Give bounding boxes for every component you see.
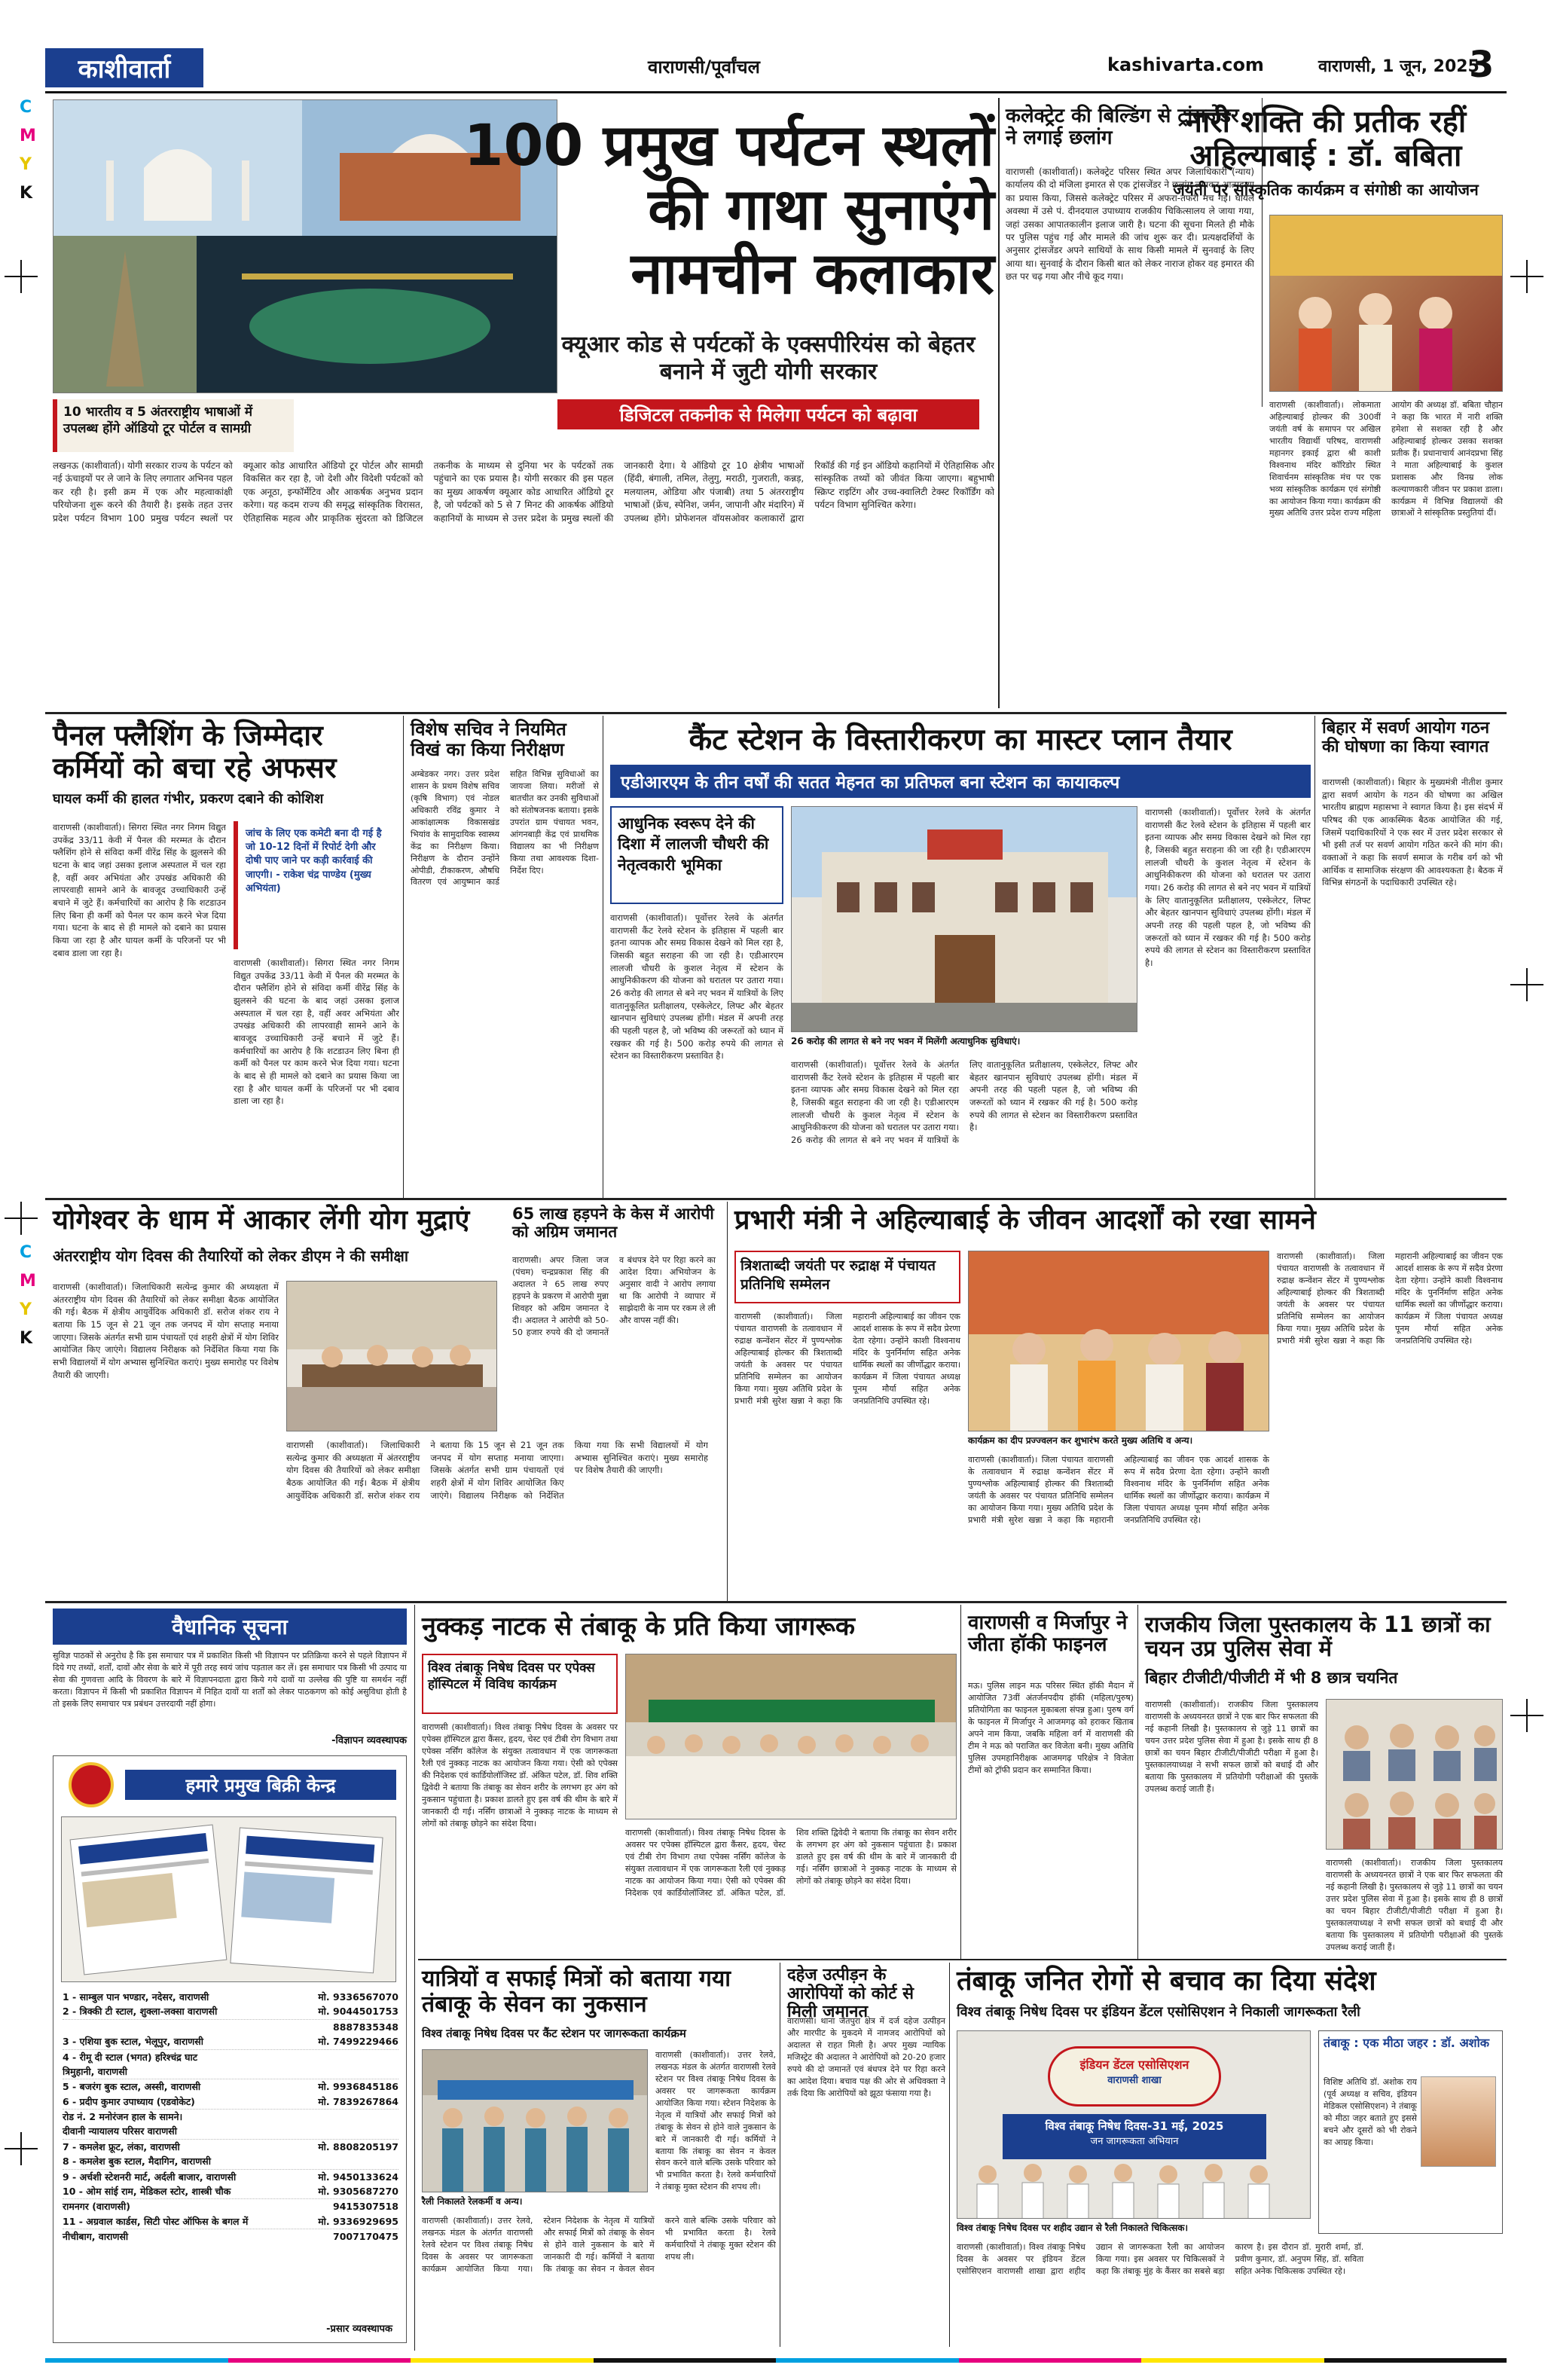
dental-poster [1003, 2114, 1266, 2159]
sales-item-mobile: मो. 7499229466 [318, 2036, 398, 2048]
sales-item-name: रामनगर (वाराणसी) [63, 2201, 130, 2213]
yoga-meeting-art [287, 1282, 497, 1431]
dental-body: वाराणसी (काशीवार्ता)। विश्व तंबाकू निषेध दिवस के अवसर पर इंडियन डेंटल एसोसिएशन वाराणसी शाखा द्वारा शहीद उद्यान से जागरूकता रैली का आयोजन किया गया। इस अवसर पर चिकित्सकों ने कहा कि तंबाकू मुंह के कैंसर का सबसे बड़ा कारण है। इस दौरान डॉ. मुरारी शर्मा, डॉ. प्रवीण कुमार, डॉ. अनुपम सिंह, डॉ. सविता सहित अनेक चिकित्सक उपस्थित रहे। [957, 2242, 1364, 2276]
sales-list-item [63, 2020, 398, 2034]
sales-list-item [63, 2004, 398, 2019]
sanitation-body-lower: वाराणसी (काशीवार्ता)। उत्तर रेलवे, लखनऊ मंडल के अंतर्गत वाराणसी रेलवे स्टेशन पर विश्व तंबाकू निषेध दिवस के अवसर पर जागरूकता कार्यक्रम आयोजित किया गया। स्टेशन निदेशक के नेतृत्व में यात्रियों और सफाई मित्रों को तंबाकू के सेवन से होने वाले नुकसान के बारे में जानकारी दी गई। कर्मियों ने बताया कि तंबाकू का सेवन न केवल सेवन करने वाले बल्कि उसके परिवार को भी प्रभावित करता है। रेलवे कर्मचारियों ने तंबाकू मुक्त स्टेशन की शपथ ली। [422, 2216, 776, 2274]
street-rally-art [626, 1654, 957, 1819]
dental-photo-caption: विश्व तंबाकू निषेध दिवस पर शहीद उद्यान से रैली निकालते चिकित्सक। [957, 2223, 1189, 2233]
sales-item-name: 5 - बजरंग बुक स्टाल, अस्सी, वाराणसी [63, 2081, 201, 2093]
library-headline: राजकीय जिला पुस्तकालय के 11 छात्रों का चयन उप्र पुलिस सेवा में [1145, 1612, 1491, 1662]
yoga-body-lower: वाराणसी (काशीवार्ता)। जिलाधिकारी सत्येन्द्र कुमार की अध्यक्षता में अंतरराष्ट्रीय योग दिवस की तैयारियों को लेकर समीक्षा बैठक आयोजित की गई। बैठक में क्षेत्रीय आयुर्वेदिक अधिकारी डॉ. सरोज शंकर राय ने बताया कि 15 जून से 21 जून तक जनपद में योग सप्ताह मनाया जाएगा। जिसके अंतर्गत सभी ग्राम पंचायतों एवं शहरी क्षेत्रों में योग शिविर आयोजित किए जाएंगे। विद्यालय निरीक्षक को निर्देशित किया गया कि सभी विद्यालयों में योग अभ्यास सुनिश्चित कराएं। मुख्य समारोह पर विशेष तैयारी की जाएगी। [286, 1440, 708, 1501]
sales-item-name: रोड नं. 2 मनोरंजन हाल के सामने। [63, 2111, 183, 2122]
site-url[interactable]: kashivarta.com [1107, 54, 1264, 75]
ahilya-body-lower: वाराणसी (काशीवार्ता)। जिला पंचायत वाराणसी के तत्वावधान में रुद्राक्ष कन्वेंशन सेंटर में पुण्यश्लोक अहिल्याबाई होल्कर की त्रिशताब्दी जयंती के अवसर पर पंचायत प्रतिनिधि सम्मेलन का आयोजन किया गया। मुख्य अतिथि प्रदेश के प्रभारी मंत्री सुरेश खन्ना ने कहा कि महारानी अहिल्याबाई का जीवन एक आदर्श शासक के रूप में सदैव प्रेरणा देता रहेगा। उन्होंने काशी विश्वनाथ मंदिर के पुनर्निर्माण सहित अनेक धार्मिक स्थलों का जीर्णोद्धार कराया। कार्यक्रम में जिला पंचायत अध्यक्ष पूनम मौर्या सहित अनेक जनप्रतिनिधि उपस्थित रहे। [968, 1455, 1269, 1525]
hdfc-headline: 65 लाख हड़पने के केस में आरोपी को अग्रिम जमानत [512, 1205, 714, 1241]
panel-headline: पैनल फ्लैशिंग के जिम्मेदार कर्मियों को बचा रहे अफसर [53, 719, 337, 784]
panel-body: वाराणसी (काशीवार्ता)। सिगरा स्थित नगर निगम विद्युत उपकेंद्र 33/11 केवी में पैनल की मरम्मत के दौरान फ्लैशिंग होने से संविदा कर्मी वीरेंद्र सिंह के झुलसने की घटना के बाद जहां उसका इलाज अस्पताल में चल रहा है, वहीं अवर अभियंता और उपखंड अधिकारी की लापरवाही सामने आने के बावजूद उच्चाधिकारी उन्हें बचाने में जुटे हैं। कर्मचारियों का आरोप है कि शटडाउन लिए बिना ही कर्मी को पैनल पर काम करने भेज दिया गया। घटना के बाद से ही मामले को दबाने का प्रयास किया जा रहा है और घायल कर्मी के परिजनों पर भी दबाव डाला जा रहा है। [53, 822, 226, 958]
yoga-headline: योगेश्वर के धाम में आकार लेंगी योग मुद्राएं [53, 1205, 470, 1236]
panel-subheadline: घायल कर्मी की हालत गंभीर, प्रकरण दबाने की कोशिश [53, 791, 324, 807]
sales-item-name: 7 - कमलेश फ्रूट, लंका, वाराणसी [63, 2140, 180, 2152]
ahilya-body-right: वाराणसी (काशीवार्ता)। जिला पंचायत वाराणसी के तत्वावधान में रुद्राक्ष कन्वेंशन सेंटर में पुण्यश्लोक अहिल्याबाई होल्कर की त्रिशताब्दी जयंती के अवसर पर पंचायत प्रतिनिधि सम्मेलन का आयोजन किया गया। मुख्य अतिथि प्रदेश के प्रभारी मंत्री सुरेश खन्ना ने कहा कि महारानी अहिल्याबाई का जीवन एक आदर्श शासक के रूप में सदैव प्रेरणा देता रहेगा। उन्होंने काशी विश्वनाथ मंदिर के पुनर्निर्माण सहित अनेक धार्मिक स्थलों का जीर्णोद्धार कराया। कार्यक्रम में जिला पंचायत अध्यक्ष पूनम मौर्या सहित अनेक जनप्रतिनिधि उपस्थित रहे। [1277, 1251, 1503, 1346]
ahilya-headline: प्रभारी मंत्री ने अहिल्याबाई के जीवन आदर्शों को रखा सामने [734, 1205, 1316, 1236]
dental-banner-subtitle: वाराणसी शाखा [1107, 2075, 1162, 2086]
sales-item-name: 9 - अर्चशी स्टेशनरी मार्ट, अर्दली बाजार, वाराणसी [63, 2171, 237, 2183]
hockey-headline: वाराणसी व मिर्जापुर ने जीता हॉकी फाइनल [968, 1612, 1128, 1657]
registration-cross [5, 260, 38, 293]
registration-cross [5, 1202, 38, 1235]
street-headline: नुक्कड़ नाटक से तंबाकू के प्रति किया जागरूक [422, 1612, 855, 1642]
author-portrait [1421, 2076, 1496, 2167]
tourism-headline [422, 113, 994, 305]
cantt-station-art [792, 807, 1137, 1032]
sales-title: हमारे प्रमुख बिक्री केन्द्र [125, 1770, 396, 1800]
dental-poster-subtitle: जन जागरूकता अभियान [1090, 2136, 1179, 2147]
sales-item-mobile: मो. 9305687270 [318, 2185, 398, 2197]
registration-cross [1510, 968, 1543, 1001]
tourism-headline-line2: की गाथा सुनाएंगे [648, 176, 994, 243]
sales-list [63, 1990, 398, 2244]
dental-crowd-art [957, 2163, 1311, 2219]
page-number: 3 [1469, 44, 1495, 86]
cantt-subheadline: एडीआरएम के तीन वर्षों की सतत मेहनत का प्रतिफल बना स्टेशन का कायाकल्प [610, 765, 1311, 798]
cantt-body-lower: वाराणसी (काशीवार्ता)। पूर्वोत्तर रेलवे के अंतर्गत वाराणसी कैंट रेलवे स्टेशन के इतिहास में पहली बार इतना व्यापक और समग्र विकास देखने को मिल रहा है, जिसकी बहुत सराहना की जा रही है। एडीआरएम लालजी चौधरी के कुशल नेतृत्व में स्टेशन के आधुनिकीकरण की योजना को धरातल पर उतारा गया। 26 करोड़ की लागत से बने नए भवन में यात्रियों के लिए वातानुकूलित प्रतीक्षालय, एस्केलेटर, लिफ्ट और बेहतर खानपान सुविधाएं उपलब्ध होंगी। मंडल में अपनी तरह की पहली पहल है, जो भविष्य की जरूरतों को ध्यान में रखकर की गई है। 500 करोड़ रुपये की लागत से स्टेशन का विस्तारीकरण प्रस्तावित है। [791, 1059, 1137, 1146]
sales-item-mobile: मो. 9044501753 [318, 2006, 398, 2018]
ahilya-photo-caption: कार्यक्रम का दीप प्रज्ज्वलन कर शुभारंभ करते मुख्य अतिथि व अन्य। [968, 1435, 1193, 1446]
sales-item-name: 4 - रीमू दी स्टाल (भगत) हरिश्चंद्र घाट [63, 2051, 198, 2063]
dental-rally-photo [957, 2030, 1311, 2219]
notice-signature: -विज्ञापन व्यवस्थापक [331, 1735, 407, 1746]
library-students-photo [1326, 1699, 1503, 1850]
sales-item-mobile: मो. 9936845186 [318, 2081, 398, 2093]
hockey-body: मऊ। पुलिस लाइन मऊ परिसर स्थित हॉकी मैदान में आयोजित 73वीं अंतर्जनपदीय हॉकी (महिला/पुरुष) प्रतियोगिता का फाइनल मुकाबला संपन्न हुआ। पुरुष वर्ग के फाइनल में मिर्जापुर ने आजमगढ़ को हराकर खिताब अपने नाम किया, जबकि महिला वर्ग में वाराणसी की टीम ने मऊ को पराजित कर विजेता बनी। मुख्य अतिथि पुलिस उपमहानिरीक्षक आजमगढ़ परिक्षेत्र ने विजेता टीमों को ट्रॉफी प्रदान कर सम्मानित किया। [968, 1681, 1134, 1775]
ahilya-body: वाराणसी (काशीवार्ता)। जिला पंचायत वाराणसी के तत्वावधान में रुद्राक्ष कन्वेंशन सेंटर में पुण्यश्लोक अहिल्याबाई होल्कर की त्रिशताब्दी जयंती के अवसर पर पंचायत प्रतिनिधि सम्मेलन का आयोजन किया गया। मुख्य अतिथि प्रदेश के प्रभारी मंत्री सुरेश खन्ना ने कहा कि महारानी अहिल्याबाई का जीवन एक आदर्श शासक के रूप में सदैव प्रेरणा देता रहेगा। उन्होंने काशी विश्वनाथ मंदिर के पुनर्निर्माण सहित अनेक धार्मिक स्थलों का जीर्णोद्धार कराया। कार्यक्रम में जिला पंचायत अध्यक्ष पूनम मौर्या सहित अनेक जनप्रतिनिधि उपस्थित रहे। [734, 1312, 960, 1406]
sales-list-item [63, 2110, 398, 2124]
sales-list-item [63, 2034, 398, 2049]
cantt-body: वाराणसी (काशीवार्ता)। पूर्वोत्तर रेलवे के अंतर्गत वाराणसी कैंट रेलवे स्टेशन के इतिहास में पहली बार इतना व्यापक और समग्र विकास देखने को मिल रहा है, जिसकी बहुत सराहना की जा रही है। एडीआरएम लालजी चौधरी के कुशल नेतृत्व में स्टेशन के आधुनिकीकरण की योजना को धरातल पर उतारा गया। 26 करोड़ की लागत से बने नए भवन में यात्रियों के लिए वातानुकूलित प्रतीक्षालय, एस्केलेटर, लिफ्ट और बेहतर खानपान सुविधाएं उपलब्ध होंगी। मंडल में अपनी तरह की पहली पहल है, जो भविष्य की जरूरतों को ध्यान में रखकर की गई है। 500 करोड़ रुपये की लागत से स्टेशन का विस्तारीकरण प्रस्तावित है। [610, 912, 783, 1062]
cmyk-c: C [20, 98, 32, 117]
sales-list-item [63, 2199, 398, 2213]
ahilya-pullquote: त्रिशताब्दी जयंती पर रुद्राक्ष में पंचायत प्रतिनिधि सम्मेलन [734, 1251, 960, 1303]
tourism-banner: डिजिटल तकनीक से मिलेगा पर्यटन को बढ़ावा [557, 399, 979, 429]
secretary-headline: विशेष सचिव ने नियमित विखं का किया निरीक्षण [411, 719, 566, 760]
bihar-body: वाराणसी (काशीवार्ता)। बिहार के मुख्यमंत्री नीतीश कुमार द्वारा सवर्ण आयोग के गठन की घोषणा का अखिल भारतीय ब्राह्मण महासभा ने स्वागत किया है। इस संदर्भ में परिषद की एक आकस्मिक बैठक आयोजित की गई, जिसमें पदाधिकारियों ने एक स्वर में उत्तर प्रदेश सरकार से भी इसी तर्ज पर सवर्ण आयोग गठित करने की मांग की। वक्ताओं ने कहा कि सवर्ण समाज के गरीब वर्ग को भी आर्थिक व सामाजिक संरक्षण की आवश्यकता है। बैठक में विभिन्न संगठनों के पदाधिकारी उपस्थित रहे। [1322, 777, 1503, 888]
ahilya-event-art [969, 1251, 1269, 1431]
sanitation-rally-photo [422, 2049, 648, 2192]
sales-list-item [63, 2170, 398, 2184]
cmyk-k: K [20, 184, 33, 203]
sales-item-name: 1 - साम्बुल पान भण्डार, नदेसर, वाराणसी [63, 1991, 209, 2003]
sanitation-body: वाराणसी (काशीवार्ता)। उत्तर रेलवे, लखनऊ मंडल के अंतर्गत वाराणसी रेलवे स्टेशन पर विश्व तंबाकू निषेध दिवस के अवसर पर जागरूकता कार्यक्रम आयोजित किया गया। स्टेशन निदेशक के नेतृत्व में यात्रियों और सफाई मित्रों को तंबाकू के सेवन से होने वाले नुकसान के बारे में जानकारी दी गई। कर्मियों ने बताया कि तंबाकू का सेवन न केवल सेवन करने वाले बल्कि उसके परिवार को भी प्रभावित करता है। रेलवे कर्मचारियों ने तंबाकू मुक्त स्टेशन की शपथ ली। [655, 2050, 776, 2192]
dowry-headline: दहेज उत्पीड़न के आरोपियों को कोर्ट से मिली जमानत [787, 1966, 914, 2022]
sales-item-name: 2 - त्रिक्की टी स्टाल, शुक्ला-लक्सा वाराणसी [63, 2006, 218, 2018]
sales-item-mobile: 7007170475 [333, 2231, 398, 2242]
section-label: वाराणसी/पूर्वांचल [648, 57, 760, 78]
cmyk-m: M [20, 127, 36, 145]
street-rally-photo [625, 1654, 957, 1819]
tourism-body: लखनऊ (काशीवार्ता)। योगी सरकार राज्य के पर्यटन को नई ऊंचाइयों पर ले जाने के लिए लगातार अभिनव पहल कर रही है। इसी क्रम में एक और महत्वाकांक्षी परियोजना शुरू करने की तैयारी है। इसके तहत उत्तर प्रदेश पर्यटन विभाग 100 प्रमुख पर्यटन स्थलों पर क्यूआर कोड आधारित ऑडियो टूर पोर्टल और सामग्री विकसित कर रहा है, जो देशी और विदेशी पर्यटकों को एक अनूठा, इन्फॉर्मेटिव और आकर्षक अनुभव प्रदान करेगा। यह कदम राज्य की समृद्ध सांस्कृतिक विरासत, ऐतिहासिक महत्व और प्राकृतिक सुंदरता को डिजिटल तकनीक के माध्यम से दुनिया भर के पर्यटकों तक पहुंचाने का एक प्रयास है। योगी सरकार की इस पहल का मुख्य आकर्षण क्यूआर कोड आधारित ऑडियो टूर है, जो पर्यटकों को 5 से 7 मिनट की आकर्षक ऑडियो कहानियों के माध्यम से उत्तर प्रदेश के प्रमुख स्थलों की जानकारी देगा। ये ऑडियो टूर 10 क्षेत्रीय भाषाओं (हिंदी, बंगाली, तमिल, तेलुगु, मराठी, गुजराती, कन्नड़, मलयालम, ओडिया और पंजाबी) तथा 5 अंतरराष्ट्रीय भाषाओं (फ्रेंच, स्पेनिश, जर्मन, जापानी और मंदारिन) में उपलब्ध होंगे। प्रोफेशनल वॉयसओवर कलाकारों द्वारा रिकॉर्ड की गई इन ऑडियो कहानियों में ऐतिहासिक और सांस्कृतिक तथ्यों को जीवंत किया जाएगा। बहुभाषी स्क्रिप्ट राइटिंग और उच्च-क्वालिटी टेक्स्ट रिकॉर्डिंग को पर्यटन विभाग सुनिश्चित करेगा। [53, 460, 994, 524]
sales-item-mobile: 8887835348 [333, 2021, 398, 2033]
sales-signature: -प्रसार व्यवस्थापक [326, 2323, 392, 2335]
sales-item-mobile: 9415307518 [333, 2201, 398, 2213]
cantt-pullquote: आधुनिक स्वरूप देने की दिशा में लालजी चौधरी की नेतृत्वकारी भूमिका [610, 806, 783, 904]
cantt-headline: कैंट स्टेशन के विस्तारीकरण का मास्टर प्लान तैयार [689, 723, 1232, 757]
panel-body-continued: वाराणसी (काशीवार्ता)। सिगरा स्थित नगर निगम विद्युत उपकेंद्र 33/11 केवी में पैनल की मरम्मत के दौरान फ्लैशिंग होने से संविदा कर्मी वीरेंद्र सिंह के झुलसने की घटना के बाद जहां उसका इलाज अस्पताल में चल रहा है, वहीं अवर अभियंता और उपखंड अधिकारी की लापरवाही सामने आने के बावजूद उच्चाधिकारी उन्हें बचाने में जुटे हैं। कर्मचारियों का आरोप है कि शटडाउन लिए बिना ही कर्मी को पैनल पर काम करने भेज दिया गया। घटना के बाद से ही मामले को दबाने का प्रयास किया जा रहा है और घायल कर्मी के परिजनों पर भी दबाव डाला जा रहा है। [234, 958, 399, 1107]
tourism-headline-line1: 100 प्रमुख पर्यटन स्थलों [463, 112, 994, 179]
sales-item-mobile: मो. 9336929695 [318, 2215, 398, 2227]
sanitation-photo-caption: रैली निकालते रेलकर्मी व अन्य। [422, 2196, 523, 2207]
sales-item-name: त्रिमुहानी, वाराणसी [63, 2065, 128, 2077]
newspaper-stack-image [61, 1816, 396, 1982]
sales-list-item [63, 2064, 398, 2079]
ahilya-event-photo [968, 1251, 1269, 1431]
sales-item-name: नीचीबाग, वाराणसी [63, 2231, 129, 2242]
sales-list-item [63, 2140, 398, 2154]
dental-banner-title: इंडियन डेंटल एसोसिएशन [1079, 2058, 1189, 2072]
sales-item-mobile: मो. 9450133624 [318, 2171, 398, 2183]
sales-item-name: दीवानी न्यायालय परिसर वाराणसी [63, 2125, 177, 2137]
sales-item-mobile: मो. 8808205197 [318, 2140, 398, 2152]
issue-date: वाराणसी, 1 जून, 2025 [1318, 57, 1479, 76]
cmyk-c-2: C [20, 1243, 32, 1262]
print-color-bar [45, 2358, 1507, 2363]
registration-cross [1510, 1699, 1543, 1732]
sales-emblem-icon [69, 1762, 114, 1807]
dental-subheadline: विश्व तंबाकू निषेध दिवस पर इंडियन डेंटल एसोसिएशन ने निकाली जागरूकता रैली [957, 2004, 1360, 2020]
dental-poem-bio: विशिष्ट अतिथि डॉ. अशोक राय (पूर्व अध्यक्ष व सचिव, इंडियन मेडिकल एसोसिएशन) ने तंबाकू को मीठा जहर बताते हुए इससे बचने और दूसरों को भी रोकने का आग्रह किया। [1324, 2077, 1417, 2147]
registration-cross [5, 2132, 38, 2165]
sales-item-name: 8 - कमलेश बुक स्टाल, मैदागिन, वाराणसी [63, 2155, 211, 2168]
sales-list-item [63, 1990, 398, 2004]
sales-list-item [63, 2154, 398, 2169]
secretary-body: अम्बेडकर नगर। उत्तर प्रदेश शासन के प्रथम विशेष सचिव (कृषि विभाग) एवं नोडल अधिकारी रविंद्र कुमार ने आकांक्षात्मक विकासखंड भियांव के सामुदायिक स्वास्थ्य केंद्र का निरीक्षण किया। निरीक्षण के दौरान उन्होंने ओपीडी, टीकाकरण, औषधि वितरण एवं आयुष्मान कार्ड सहित विभिन्न सुविधाओं का जायजा लिया। मरीजों से बातचीत कर उनकी सुविधाओं को संतोषजनक बताया। इसके उपरांत ग्राम पंचायत भवन, आंगनबाड़ी केंद्र एवं प्राथमिक विद्यालय का भी निरीक्षण किया तथा आवश्यक दिशा-निर्देश दिए। [411, 769, 599, 888]
sales-item-name: 3 - एशिया बुक स्टाल, भेलूपुर, वाराणसी [63, 2036, 203, 2048]
tourism-subheadline: क्यूआर कोड से पर्यटकों के एक्सपीरियंस को बेहतर बनाने में जुटी योगी सरकार [561, 331, 976, 385]
sanitation-rally-art [423, 2050, 648, 2192]
cantt-station-photo [791, 806, 1137, 1032]
yoga-body: वाराणसी (काशीवार्ता)। जिलाधिकारी सत्येन्द्र कुमार की अध्यक्षता में अंतरराष्ट्रीय योग दिवस की तैयारियों को लेकर समीक्षा बैठक आयोजित की गई। बैठक में क्षेत्रीय आयुर्वेदिक अधिकारी डॉ. सरोज शंकर राय ने बताया कि 15 जून से 21 जून तक जनपद में योग सप्ताह मनाया जाएगा। जिसके अंतर्गत सभी ग्राम पंचायतों एवं शहरी क्षेत्रों में योग शिविर आयोजित किए जाएंगे। विद्यालय निरीक्षक को निर्देशित किया गया कि सभी विद्यालयों में योग अभ्यास सुनिश्चित कराएं। मुख्य समारोह पर विशेष तैयारी की जाएगी। [53, 1282, 279, 1380]
hdfc-body: वाराणसी। अपर जिला जज (पंचम) चन्द्रप्रकाश सिंह की अदालत ने 65 लाख रुपए हड़पने के प्रकरण में आरोपी मुन्ना शिवहर को अग्रिम जमानत दे दी। अदालत ने आरोपी को 50-50 हजार रुपये की दो जमानतें व बंधपत्र देने पर रिहा करने का आदेश दिया। अभियोजन के अनुसार वादी ने आरोप लगाया था कि आरोपी ने व्यापार में साझेदारी के नाम पर रकम ले ली और वापस नहीं की। [512, 1255, 716, 1337]
sales-item-name: 6 - प्रदीप कुमार उपाध्याय (एडवोकेट) [63, 2095, 195, 2107]
library-body: वाराणसी (काशीवार्ता)। राजकीय जिला पुस्तकालय वाराणसी के अध्ययनरत छात्रों ने एक बार फिर सफलता की नई कहानी लिखी है। पुस्तकालय से जुड़े 11 छात्रों का चयन उत्तर प्रदेश पुलिस सेवा में हुआ है। इसके साथ ही 8 छात्रों का चयन बिहार टीजीटी/पीजीटी परीक्षा में हुआ है। पुस्तकालयाध्यक्ष ने सभी सफल छात्रों को बधाई दी और बताया कि पुस्तकालय में प्रतियोगी परीक्षाओं की पुस्तकें उपलब्ध कराई जाती हैं। [1145, 1700, 1318, 1794]
sales-list-item [63, 2079, 398, 2094]
dental-poem-box [1318, 2030, 1503, 2234]
sales-list-item [63, 2184, 398, 2199]
cmyk-y-2: Y [20, 1300, 32, 1319]
panel-pullquote: जांच के लिए एक कमेटी बना दी गई है जो 10-12 दिनों में रिपोर्ट देगी और दोषी पाए जाने पर कड़ी कार्रवाई की जाएगी। - राकेश चंद्र पाण्डेय (मुख्य अभियंता) [234, 821, 399, 949]
dental-poem-title: तंबाकू : एक मीठा जहर : डॉ. अशोक [1324, 2036, 1489, 2050]
brand-logo: काशीवार्ता [45, 48, 203, 87]
womenpower-body: वाराणसी (काशीवार्ता)। लोकमाता अहिल्याबाई होल्कर की 300वीं जयंती वर्ष के समापन पर अखिल भारतीय विद्यार्थी परिषद, वाराणसी महानगर इकाई द्वारा श्री काशी विश्वनाथ मंदिर कॉरिडोर स्थित शिवार्चनम सांस्कृतिक मंच पर एक भव्य सांस्कृतिक कार्यक्रम एवं संगोष्ठी का आयोजन किया गया। कार्यक्रम की मुख्य अतिथि उत्तर प्रदेश राज्य महिला आयोग की अध्यक्ष डॉ. बबिता चौहान ने कहा कि भारत में नारी शक्ति हमेशा से सशक्त रही है और अहिल्याबाई होल्कर उसका सशक्त प्रतीक हैं। प्रधानाचार्य आनंदप्रभा सिंह ने माता अहिल्याबाई के कुशल प्रशासक और विनम्र लोक कल्याणकारी जीवन पर प्रकाश डाला। कार्यक्रम में विभिन्न विद्यालयों की छात्राओं ने सांस्कृतिक प्रस्तुतियां दीं। [1269, 400, 1503, 518]
dowry-body: वाराणसी। थाना जैतपुरा क्षेत्र में दर्ज दहेज उत्पीड़न और मारपीट के मुकदमे में नामजद आरोपियों को अदालत से राहत मिली है। अपर मुख्य न्यायिक मजिस्ट्रेट की अदालत ने आरोपियों को 20-20 हजार रुपये की दो जमानतें एवं बंधपत्र देने पर रिहा करने का आदेश दिया। बचाव पक्ष की ओर से अधिवक्ता ने तर्क दिया कि आरोपियों को झूठा फंसाया गया है। [787, 2016, 945, 2098]
sanitation-subheadline: विश्व तंबाकू निषेध दिवस पर कैंट स्टेशन पर जागरूकता कार्यक्रम [422, 2027, 686, 2040]
cmyk-y: Y [20, 155, 32, 174]
tourism-headline-line3: नामचीन कलाकार [630, 240, 994, 307]
womenpower-photo-art [1270, 215, 1503, 392]
womenpower-photo [1269, 215, 1503, 392]
library-subheadline: बिहार टीजीटी/पीजीटी में भी 8 छात्र चयनित [1145, 1669, 1398, 1687]
sales-item-name: 11 - अग्रवाल कार्डस, सिटी पोस्ट ऑफिस के बगल में [63, 2215, 249, 2227]
masthead [45, 44, 1507, 93]
womenpower-subheadline: जयंती पर सांस्कृतिक कार्यक्रम व संगोष्ठी का आयोजन [1173, 181, 1479, 199]
sanitation-headline: यात्रियों व सफाई मित्रों को बताया गया तंबाकू के सेवन का नुकसान [422, 1966, 731, 2018]
notice-body: सुविज्ञ पाठकों से अनुरोध है कि इस समाचार पत्र में प्रकाशित किसी भी विज्ञापन पर प्रतिक्रिया करने से पहले विज्ञापन में दिये गए तथ्यों, शर्तों, दावों और सेवा के बारे में पूरी तरह स्वयं जांच पड़ताल कर लें। इस समाचार पत्र किसी भी उत्पाद या सेवा की गुणवत्ता आदि के विवरण के बारे में विज्ञापनदाता द्वारा किये गये दावों या उल्लेख की पुष्टि या समर्थन नहीं करता। विज्ञापन में किसी भी प्रकाशित विज्ञापन में निहित दावों या शर्तों को लेकर पाठकगण को कोई असुविधा होती है तो इसके लिए समाचार पत्र प्रबंधन उत्तरदायी नहीं होगा। [53, 1651, 407, 1709]
sales-box [53, 1755, 407, 2343]
dental-banner [1048, 2046, 1221, 2107]
yoga-meeting-photo [286, 1281, 497, 1431]
collectorate-headline: कलेक्ट्रेट की बिल्डिंग से ट्रांसजेंडर ने लगाई छलांग [1006, 105, 1239, 150]
sales-list-item [63, 2124, 398, 2139]
library-body-lower: वाराणसी (काशीवार्ता)। राजकीय जिला पुस्तकालय वाराणसी के अध्ययनरत छात्रों ने एक बार फिर सफलता की नई कहानी लिखी है। पुस्तकालय से जुड़े 11 छात्रों का चयन उत्तर प्रदेश पुलिस सेवा में हुआ है। इसके साथ ही 8 छात्रों का चयन बिहार टीजीटी/पीजीटी परीक्षा में हुआ है। पुस्तकालयाध्यक्ष ने सभी सफल छात्रों को बधाई दी और बताया कि पुस्तकालय में प्रतियोगी परीक्षाओं की पुस्तकें उपलब्ध कराई जाती हैं। [1326, 1858, 1503, 1952]
womenpower-headline: नारी शक्ति की प्रतीक रहीं अहिल्याबाई : डॉ. बबिता [1185, 105, 1467, 173]
dental-headline: तंबाकू जनित रोगों से बचाव का दिया संदेश [957, 1966, 1376, 1997]
cmyk-k-2: K [20, 1329, 33, 1348]
dental-poster-title: विश्व तंबाकू निषेध दिवस-31 मई, 2025 [1045, 2119, 1224, 2133]
cmyk-m-2: M [20, 1272, 36, 1291]
cantt-body-right: वाराणसी (काशीवार्ता)। पूर्वोत्तर रेलवे के अंतर्गत वाराणसी कैंट रेलवे स्टेशन के इतिहास में पहली बार इतना व्यापक और समग्र विकास देखने को मिल रहा है, जिसकी बहुत सराहना की जा रही है। एडीआरएम लालजी चौधरी के कुशल नेतृत्व में स्टेशन के आधुनिकीकरण की योजना को धरातल पर उतारा गया। 26 करोड़ की लागत से बने नए भवन में यात्रियों के लिए वातानुकूलित प्रतीक्षालय, एस्केलेटर, लिफ्ट और बेहतर खानपान सुविधाएं उपलब्ध होंगी। मंडल में अपनी तरह की पहली पहल है, जो भविष्य की जरूरतों को ध्यान में रखकर की गई है। 500 करोड़ रुपये की लागत से स्टेशन का विस्तारीकरण प्रस्तावित है। [1145, 807, 1311, 969]
yoga-subheadline: अंतरराष्ट्रीय योग दिवस की तैयारियों को लेकर डीएम ने की समीक्षा [53, 1247, 409, 1265]
sales-list-item [63, 2050, 398, 2064]
library-students-art [1327, 1700, 1503, 1850]
bihar-headline: बिहार में सवर्ण आयोग गठन की घोषणा का किया स्वागत [1322, 719, 1490, 756]
registration-cross [1510, 260, 1543, 293]
street-body: वाराणसी (काशीवार्ता)। विश्व तंबाकू निषेध दिवस के अवसर पर एपेक्स हॉस्पिटल द्वारा कैंसर, हृदय, चेस्ट एवं टीबी रोग विभाग तथा एपेक्स नर्सिंग कॉलेज के संयुक्त तत्वावधान में एक जागरूकता रैली एवं नुक्कड़ नाटक का आयोजन किया गया। ऐसी को एपेक्स की निदेशक एवं कार्डियोलॉजिस्ट डॉ. अंकित पटेल, डॉ. शिव शक्ति द्विवेदी ने बताया कि तंबाकू का सेवन शरीर के लगभग हर अंग को नुकसान पहुंचाता है। प्रकाश डालते हुए इस वर्ष की थीम के बारे में जानकारी दी गई। नर्सिंग छात्राओं ने नुक्कड़ नाटक के माध्यम से लोगों को तंबाकू छोड़ने का संदेश दिया। [422, 1722, 618, 1829]
street-body-lower: वाराणसी (काशीवार्ता)। विश्व तंबाकू निषेध दिवस के अवसर पर एपेक्स हॉस्पिटल द्वारा कैंसर, हृदय, चेस्ट एवं टीबी रोग विभाग तथा एपेक्स नर्सिंग कॉलेज के संयुक्त तत्वावधान में एक जागरूकता रैली एवं नुक्कड़ नाटक का आयोजन किया गया। ऐसी को एपेक्स की निदेशक एवं कार्डियोलॉजिस्ट डॉ. अंकित पटेल, डॉ. शिव शक्ति द्विवेदी ने बताया कि तंबाकू का सेवन शरीर के लगभग हर अंग को नुकसान पहुंचाता है। प्रकाश डालते हुए इस वर्ष की थीम के बारे में जानकारी दी गई। नर्सिंग छात्राओं ने नुक्कड़ नाटक के माध्यम से लोगों को तंबाकू छोड़ने का संदेश दिया। [625, 1828, 957, 1898]
notice-title: वैधानिक सूचना [53, 1609, 407, 1645]
sales-list-item [63, 2229, 398, 2244]
sales-list-item [63, 2214, 398, 2229]
sales-item-mobile: मो. 9336567070 [318, 1991, 398, 2003]
tourism-pullquote: 10 भारतीय व 5 अंतरराष्ट्रीय भाषाओं में उपलब्ध होंगे ऑडियो टूर पोर्टल व सामग्री [53, 399, 294, 452]
sales-list-item [63, 2094, 398, 2110]
cantt-photo-caption: 26 करोड़ की लागत से बने नए भवन में मिलेंगी अत्याधुनिक सुविधाएं। [791, 1036, 1021, 1046]
collectorate-body: वाराणसी (काशीवार्ता)। कलेक्ट्रेट परिसर स्थित अपर जिलाधिकारी (न्याय) कार्यालय की दो मंजिला इमारत से एक ट्रांसजेंडर ने छलांग लगाकर आत्महत्या का प्रयास किया, जिससे कलेक्ट्रेट परिसर में अफरा-तफरी मच गई। घायल अवस्था में उसे पं. दीनदयाल उपाध्याय राजकीय चिकित्सालय ले जाया गया, जहां उसका आपातकालीन इलाज जारी है। घटना की सूचना मिलते ही मौके पर पुलिस पहुंच गई और मामले की जांच शुरू कर दी। प्रत्यक्षदर्शियों के अनुसार ट्रांसजेंडर अपने साथियों के साथ किसी मामले में सुनवाई के लिए आया था। सुनवाई के दौरान किसी बात को लेकर नाराज होकर वह इमारत की छत पर चढ़ गया और नीचे कूद गया। [1006, 167, 1254, 283]
sales-item-mobile: मो. 7839267864 [318, 2095, 398, 2107]
sales-item-name: 10 - ओम सांई राम, मेडिकल स्टोर, शास्त्री चौक [63, 2185, 231, 2197]
newspaper-stack-art [62, 1817, 396, 1982]
street-subheadline: विश्व तंबाकू निषेध दिवस पर एपेक्स हॉस्पिटल में विविध कार्यक्रम [422, 1654, 618, 1714]
